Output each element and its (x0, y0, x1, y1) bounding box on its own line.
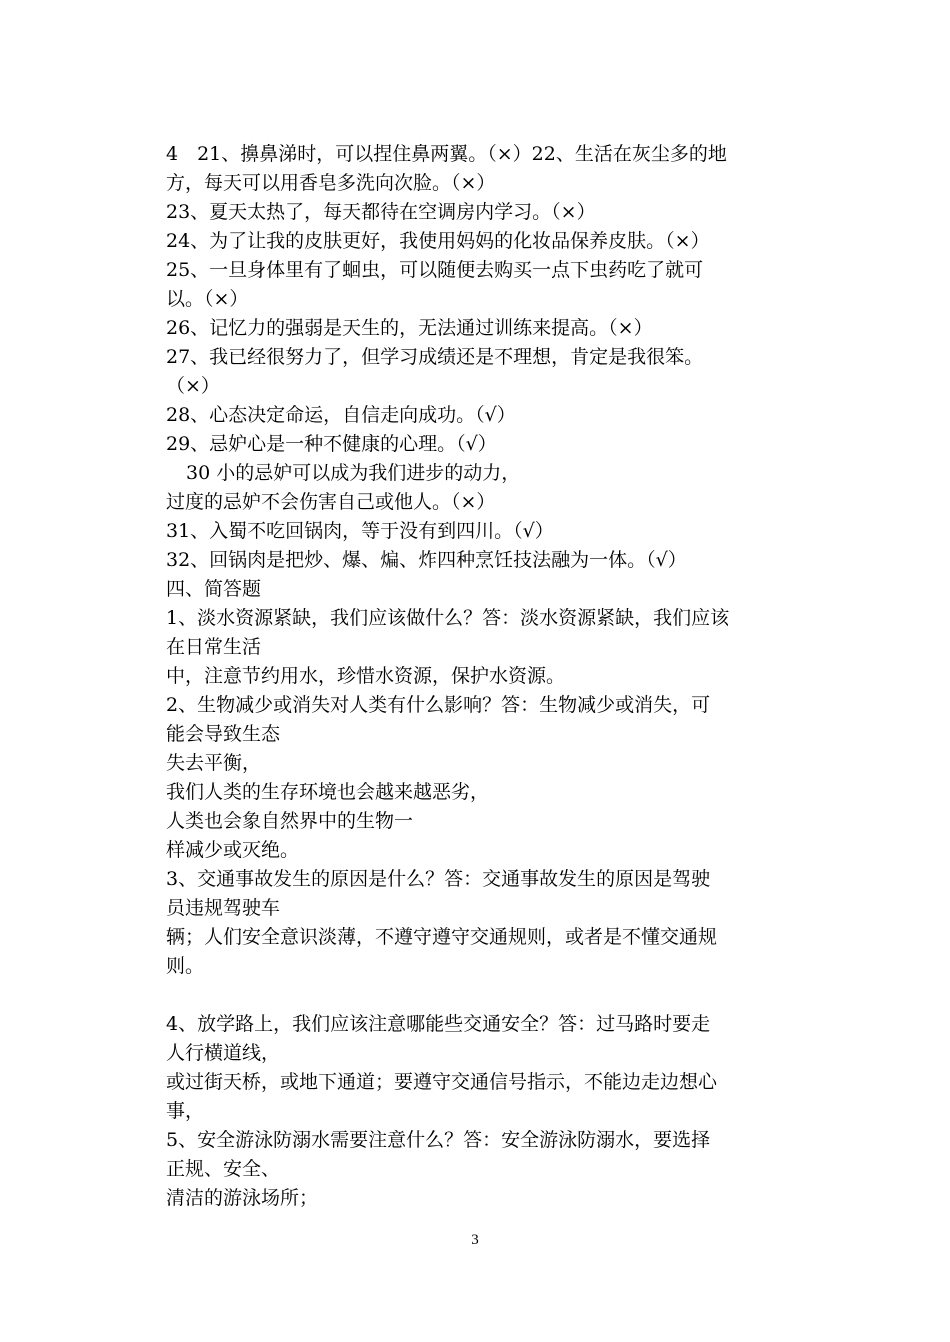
text-line: 员违规驾驶车 (166, 897, 281, 919)
section-heading: 四、简答题 (166, 578, 262, 600)
text-line: 能会导致生态 (166, 723, 281, 745)
text-line: 30 小的忌妒可以成为我们进步的动力， (186, 462, 521, 484)
text-line: 27、我已经很努力了，但学习成绩还是不理想，肯定是我很笨。 (166, 346, 704, 368)
text-line: 32、回锅肉是把炒、爆、煸、炸四种烹饪技法融为一体。（√） (166, 549, 687, 571)
text-line: 24、为了让我的皮肤更好，我使用妈妈的化妆品保养皮肤。（×） (166, 230, 710, 252)
text-line: 28、心态决定命运，自信走向成功。（√） (166, 404, 516, 426)
text-line: 在日常生活 (166, 636, 262, 658)
text-line: 4 21、擤鼻涕时，可以捏住鼻两翼。（×）22、生活在灰尘多的地 (166, 143, 727, 165)
text-line: 则。 (166, 955, 205, 977)
text-line: 29、忌妒心是一种不健康的心理。（√） (166, 433, 497, 455)
text-line: 方，每天可以用香皂多洗向次脸。（×） (166, 172, 496, 194)
text-line: 1、淡水资源紧缺，我们应该做什么？答：淡水资源紧缺，我们应该 (166, 607, 730, 629)
text-line: 4、放学路上，我们应该注意哪能些交通安全？答：过马路时要走 (166, 1013, 711, 1035)
text-line: 事， (166, 1100, 205, 1122)
text-line: 样减少或灭绝。 (166, 839, 300, 861)
page-number: 3 (471, 1232, 479, 1248)
text-line: 清洁的游泳场所； (166, 1187, 319, 1209)
text-line: 以。（×） (166, 288, 249, 310)
text-line: 正规、安全、 (166, 1158, 281, 1180)
text-line: 26、记忆力的强弱是天生的，无法通过训练来提高。（×） (166, 317, 653, 339)
text-line: 25、一旦身体里有了蛔虫，可以随便去购买一点下虫药吃了就可 (166, 259, 704, 281)
text-line: 3、交通事故发生的原因是什么？答：交通事故发生的原因是驾驶 (166, 868, 711, 890)
text-line: 31、入蜀不吃回锅肉，等于没有到四川。（√） (166, 520, 554, 542)
text-line: 辆；人们安全意识淡薄，不遵守遵守交通规则，或者是不懂交通规 (166, 926, 718, 948)
text-line: 中，注意节约用水，珍惜水资源，保护水资源。 (166, 665, 566, 687)
text-line: 或过街天桥，或地下通道；要遵守交通信号指示，不能边走边想心 (166, 1071, 718, 1093)
text-line: 23、夏天太热了，每天都待在空调房内学习。（×） (166, 201, 596, 223)
document-body (166, 140, 788, 1213)
blank-line (166, 981, 788, 1010)
text-line: 人行横道线， (166, 1042, 281, 1064)
text-line: （×） (166, 375, 220, 397)
text-line: 2、生物减少或消失对人类有什么影响？答：生物减少或消失，可 (166, 694, 711, 716)
text-line: 过度的忌妒不会伤害自己或他人。（×） (166, 491, 496, 513)
text-line: 失去平衡， (166, 752, 262, 774)
text-line: 人类也会象自然界中的生物一 (166, 810, 414, 832)
text-line: 我们人类的生存环境也会越来越恶劣， (166, 781, 490, 803)
text-line: 5、安全游泳防溺水需要注意什么？答：安全游泳防溺水，要选择 (166, 1129, 711, 1151)
